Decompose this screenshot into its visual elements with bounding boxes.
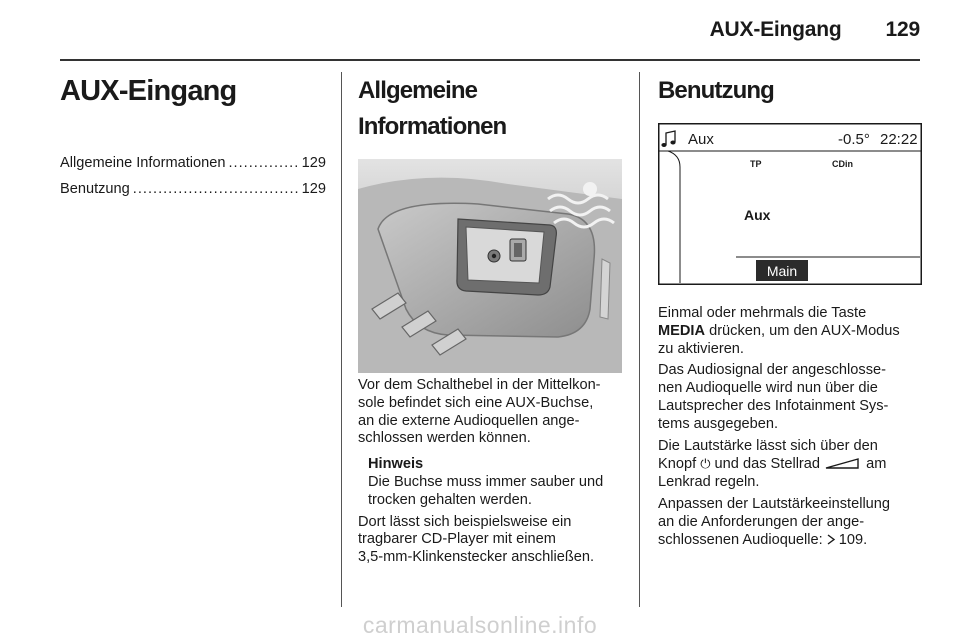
- usage-paragraph-1: Einmal oder mehrmals die Taste MEDIA drücken, um den AUX-Modus zu aktivieren.: [658, 305, 900, 357]
- display-temperature: -0.5°: [838, 131, 870, 148]
- toc-entry-page: 129: [301, 155, 326, 171]
- page-reference-link[interactable]: 109.: [838, 531, 868, 548]
- page-reference-arrow-icon: [827, 534, 836, 545]
- usage-paragraph-3: Die Lautstärke lässt sich über den Knopf ⏻ und das Stellrad am Lenkrad regeln.: [658, 437, 887, 491]
- chapter-column: [60, 73, 326, 202]
- note-box: [358, 456, 624, 509]
- toc-entry-label: Benutzung: [60, 181, 130, 197]
- display-time: 22:22: [880, 131, 918, 148]
- note-text: Die Buchse muss immer sauber und trocken gehalten werden.: [368, 473, 604, 508]
- display-cdin-indicator: CDin: [832, 159, 853, 169]
- toc-leader-dots: [133, 176, 299, 202]
- general-paragraph-1: Vor dem Schalthebel in der Mittelkon- sole befindet sich eine AUX-Buchse, an die externe Audioquellen ange- schlossen werden können.: [358, 377, 601, 447]
- toc-entry-general[interactable]: [60, 150, 326, 176]
- page-number: 129: [885, 18, 920, 41]
- general-paragraph-2: Dort lässt sich beispielsweise ein tragbarer CD-Player mit einem 3,5-mm-Klinkenstecker anschließen.: [358, 513, 595, 566]
- display-source-label: Aux: [744, 207, 771, 223]
- media-key-label: MEDIA: [658, 322, 706, 339]
- watermark: carmanualsonline.info: [362, 612, 598, 638]
- display-main-button-label: Main: [766, 263, 798, 279]
- aux-socket-photo: [358, 159, 622, 373]
- section-title-usage: Benutzung: [658, 77, 774, 104]
- chapter-title: AUX-Eingang: [60, 75, 237, 107]
- usage-paragraph-4: Anpassen der Lautstärkeeinstellung an die Anforderungen der ange- schlossenen Audioquelle: 109.: [658, 495, 891, 548]
- thumbwheel-icon: [824, 457, 862, 469]
- general-info-column: [358, 73, 624, 567]
- note-title: Hinweis: [368, 456, 424, 473]
- toc-entry-usage[interactable]: [60, 176, 326, 202]
- column-divider-left: [341, 72, 342, 607]
- running-header: [710, 18, 920, 42]
- power-knob-icon: ⏻: [700, 456, 711, 472]
- display-source: Aux: [688, 131, 714, 148]
- display-tp-indicator: TP: [750, 159, 762, 169]
- toc-entry-page: 129: [301, 181, 326, 197]
- toc-leader-dots: [229, 150, 299, 176]
- usage-column: [658, 73, 922, 549]
- infotainment-display: [658, 123, 922, 285]
- column-divider-right: [639, 72, 640, 607]
- usage-paragraph-2: Das Audiosignal der angeschlosse- nen Audioquelle wird nun über die Lautsprecher des Infotainment Sys- tems ausgegeben.: [658, 362, 889, 432]
- section-title-general: Allgemeine Informationen: [358, 77, 507, 140]
- table-of-contents: [60, 150, 326, 202]
- toc-entry-label: Allgemeine Informationen: [60, 155, 226, 171]
- header-rule: [60, 59, 920, 61]
- running-header-title: AUX-Eingang: [709, 18, 842, 41]
